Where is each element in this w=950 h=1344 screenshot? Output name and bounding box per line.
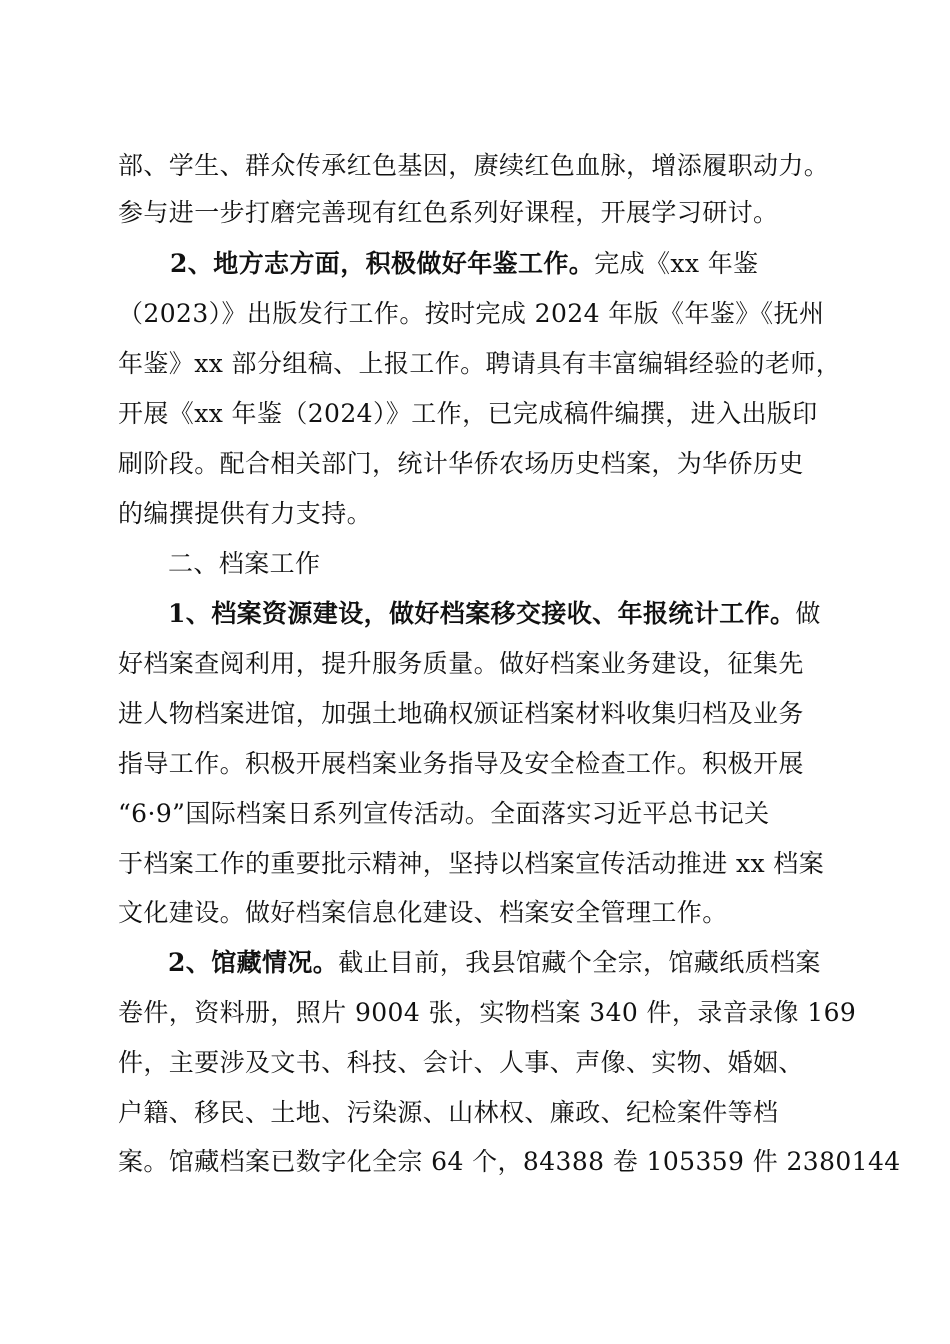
subheading-text: 1、档案资源建设，做好档案移交接收、年报统计工作。 bbox=[168, 599, 796, 628]
paragraph-line bbox=[118, 694, 804, 734]
line-text: 件，主要涉及文书、科技、会计、人事、声像、实物、婚姻、 bbox=[118, 1048, 804, 1077]
line-text: 卷件，资料册，照片 9004 张，实物档案 340 件，录音录像 169 bbox=[118, 998, 857, 1027]
paragraph-line bbox=[118, 744, 804, 784]
paragraph-line bbox=[118, 1142, 901, 1182]
paragraph-line bbox=[118, 993, 856, 1033]
paragraph-line bbox=[118, 294, 824, 334]
section-heading-text: 二、档案工作 bbox=[168, 549, 321, 578]
paragraph-line bbox=[118, 494, 372, 534]
subheading-line bbox=[168, 943, 821, 983]
paragraph-line bbox=[118, 1093, 778, 1133]
line-text: 文化建设。做好档案信息化建设、档案安全管理工作。 bbox=[118, 898, 728, 927]
paragraph-line bbox=[118, 394, 818, 434]
paragraph-line bbox=[118, 644, 804, 684]
line-text: 户籍、移民、土地、污染源、山林权、廉政、纪检案件等档 bbox=[118, 1098, 779, 1127]
paragraph-line bbox=[118, 1043, 804, 1083]
subheading-text: 2、地方志方面，积极做好年鉴工作。 bbox=[170, 249, 595, 278]
line-text: 的编撰提供有力支持。 bbox=[118, 499, 373, 528]
line-text: 案。馆藏档案已数字化全宗 64 个，84388 卷 105359 件 2380144 bbox=[118, 1147, 901, 1176]
line-text: 进人物档案进馆，加强土地确权颁证档案材料收集归档及业务 bbox=[118, 699, 804, 728]
paragraph-line bbox=[118, 146, 829, 186]
line-text: 刷阶段。配合相关部门，统计华侨农场历史档案，为华侨历史 bbox=[118, 449, 804, 478]
section-heading bbox=[168, 544, 320, 584]
subheading-line bbox=[168, 594, 821, 634]
line-text: 部、学生、群众传承红色基因，赓续红色血脉，增添履职动力。 bbox=[118, 151, 830, 180]
line-text: 于档案工作的重要批示精神，坚持以档案宣传活动推进 xx 档案 bbox=[118, 849, 825, 878]
line-text: 完成《xx 年鉴 bbox=[594, 249, 759, 278]
line-text: 截止目前，我县馆藏个全宗，馆藏纸质档案 bbox=[338, 948, 821, 977]
paragraph-line bbox=[118, 344, 841, 384]
paragraph-line bbox=[118, 844, 824, 884]
line-text: 参与进一步打磨完善现有红色系列好课程，开展学习研讨。 bbox=[118, 198, 779, 227]
subheading-line bbox=[170, 244, 759, 284]
paragraph-line bbox=[118, 794, 770, 834]
line-text: 好档案查阅利用，提升服务质量。做好档案业务建设，征集先 bbox=[118, 649, 804, 678]
subheading-text: 2、馆藏情况。 bbox=[168, 948, 339, 977]
paragraph-line bbox=[118, 444, 804, 484]
paragraph-line bbox=[118, 193, 778, 233]
line-text: 指导工作。积极开展档案业务指导及安全检查工作。积极开展 bbox=[118, 749, 804, 778]
paragraph-line bbox=[118, 893, 728, 933]
line-text: 年鉴》xx 部分组稿、上报工作。聘请具有丰富编辑经验的老师， bbox=[118, 349, 842, 378]
line-text: （2023）》出版发行工作。按时完成 2024 年版《年鉴》《抚州 bbox=[118, 299, 825, 328]
line-text: 做 bbox=[795, 599, 821, 628]
line-text: 开展《xx 年鉴（2024）》工作，已完成稿件编撰，进入出版印 bbox=[118, 399, 818, 428]
line-text: “6·9”国际档案日系列宣传活动。全面落实习近平总书记关 bbox=[118, 799, 770, 828]
